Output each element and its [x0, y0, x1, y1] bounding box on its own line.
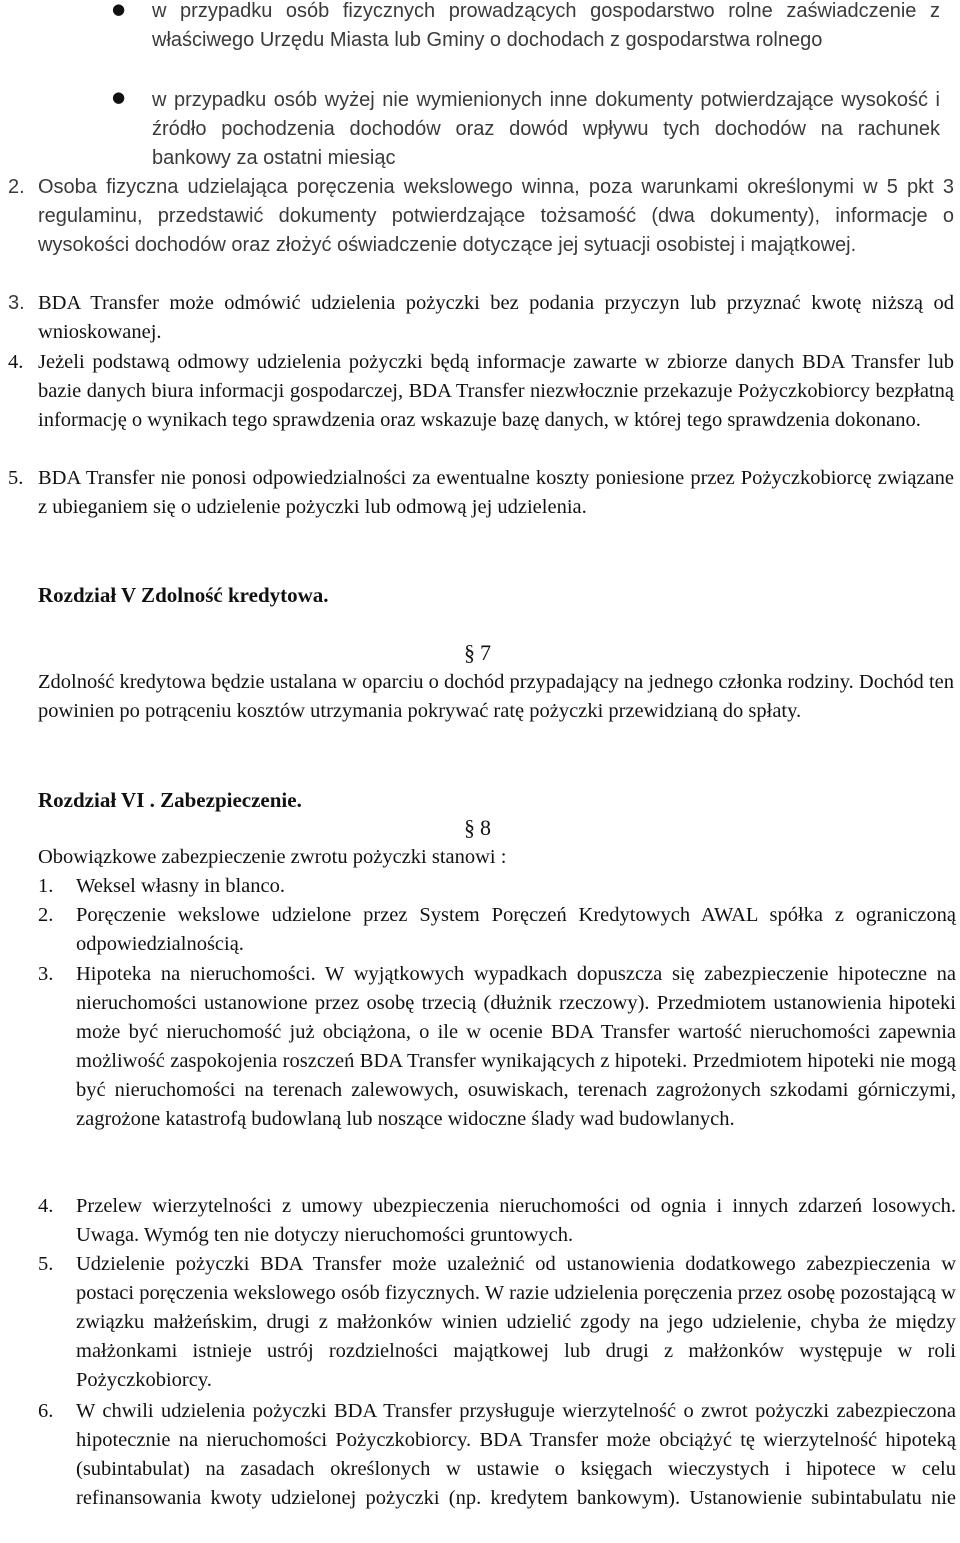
bullet-dot-icon: ●	[112, 0, 126, 18]
item-number: 5.	[38, 1253, 54, 1275]
chapter-5-text: Zdolność kredytowa będzie ustalana w oparciu o dochód przypadający na jednego członka rodziny. Dochód ten powinien po potrąceniu kosztów utrzymania pokrywać ratę pożyczki przewidzianą do spłaty.	[38, 671, 954, 722]
item-number: 1.	[38, 875, 54, 897]
item-number: 3.	[38, 963, 54, 985]
chapter-6-intro: Obowiązkowe zabezpieczenie zwrotu pożyczki stanowi :	[38, 846, 507, 868]
security-item-5: Udzielenie pożyczki BDA Transfer może uzależnić od ustanowienia dodatkowego zabezpieczenia w postaci poręczenia wekslowego osób fizycznych. W razie udzielenia poręczenia przez osobę pozostającą w związku małżeńskim, drugi z małżonków winien udzielić zgody na jego udzielenie, chyba że między małżonkami istnieje ustrój rozdzielności majątkowej lub drugi z małżonków występuje w roli Pożyczkobiorcy.	[76, 1253, 956, 1391]
section-sign-icon: §	[464, 815, 475, 840]
item-number: 2.	[38, 904, 54, 926]
section-number: 7	[480, 640, 491, 665]
item-number: 3.	[8, 292, 25, 314]
item-number: 4.	[8, 351, 24, 373]
security-item-2: Poręczenie wekslowe udzielone przez System Poręczeń Kredytowych AWAL spółka z ograniczoną odpowiedzialnością.	[76, 904, 956, 955]
section-number: 8	[480, 815, 491, 840]
bullet-item-2: w przypadku osób wyżej nie wymienionych inne dokumenty potwierdzające wysokość i źródło pochodzenia dochodów oraz dowód wpływu tych dochodów na rachunek bankowy za ostatni miesiąc	[152, 89, 940, 169]
item-number: 5.	[8, 467, 24, 489]
bullet-item-1: w przypadku osób fizycznych prowadzących gospodarstwo rolne zaświadczenie z właściwego Urzędu Miasta lub Gminy o dochodach z gospodarstwa rolnego	[152, 0, 940, 51]
bullet-dot-icon: ●	[112, 88, 126, 106]
chapter-6-heading: Rozdział VI . Zabezpieczenie.	[38, 788, 302, 812]
security-item-3: Hipoteka na nieruchomości. W wyjątkowych wypadkach dopuszcza się zabezpieczenie hipoteczne na nieruchomości ustanowione przez osobę trzecią (dłużnik rzeczowy). Przedmiotem ustanowienia hipoteki może być nieruchomość już obciążona, o ile w ocenie BDA Transfer wartość nieruchomości zapewnia możliwość zaspokojenia roszczeń BDA Transfer wynikających z hipoteki. Przedmiotem hipoteki nie mogą być nieruchomości na terenach zalewowych, osuwiskach, terenach zagrożonych szkodami górniczymi, zagrożone katastrofą budowlaną lub noszące widoczne ślady wad budowlanych.	[76, 963, 956, 1130]
item-number: 4.	[38, 1195, 54, 1217]
item-4-text: Jeżeli podstawą odmowy udzielenia pożyczki będą informacje zawarte w zbiorze danych BDA Transfer lub bazie danych biura informacji gospodarczej, BDA Transfer niezwłocznie przekazuje Pożyczkobiorcy bezpłatną informację o wynikach tego sprawdzenia oraz wskazuje bazę danych, w której tego sprawdzenia dokonano.	[38, 351, 954, 431]
chapter-5-heading: Rozdział V Zdolność kredytowa.	[38, 583, 329, 607]
item-3-text: BDA Transfer może odmówić udzielenia pożyczki bez podania przyczyn lub przyznać kwotę niższą od wnioskowanej.	[38, 292, 954, 343]
security-item-1: Weksel własny in blanco.	[76, 875, 285, 897]
item-5-text: BDA Transfer nie ponosi odpowiedzialności za ewentualne koszty poniesione przez Pożyczkobiorcę związane z ubieganiem się o udzielenie pożyczki lub odmową jej udzielenia.	[38, 467, 954, 518]
item-number: 2.	[8, 176, 25, 198]
item-number: 6.	[38, 1400, 54, 1422]
security-item-4: Przelew wierzytelności z umowy ubezpieczenia nieruchomości od ognia i innych zdarzeń losowych. Uwaga. Wymóg ten nie dotyczy nieruchomości gruntowych.	[76, 1195, 956, 1246]
security-item-6: W chwili udzielenia pożyczki BDA Transfer przysługuje wierzytelność o zwrot pożyczki zabezpieczona hipotecznie na nieruchomości Pożyczkobiorcy. BDA Transfer może obciążyć tę wierzytelność hipoteką (subintabulat) na zasadach określonych w ustawie o księgach wieczystych i hipotece w celu refinansowania kwoty udzielonej pożyczki (np. kredytem bankowym). Ustanowienie subintabulatu nie	[76, 1400, 956, 1509]
item-2-body: Osoba fizyczna udzielająca poręczenia wekslowego winna, poza warunkami określonymi w 5 pkt 3 regulaminu, przedstawić dokumenty potwierdzające tożsamość (dwa dokumenty), informacje o wysokości dochodów oraz złożyć oświadczenie dotyczące jej sytuacji osobistej i majątkowej.	[38, 176, 954, 256]
item-2-text	[38, 173, 954, 260]
section-sign-icon: §	[464, 640, 475, 665]
